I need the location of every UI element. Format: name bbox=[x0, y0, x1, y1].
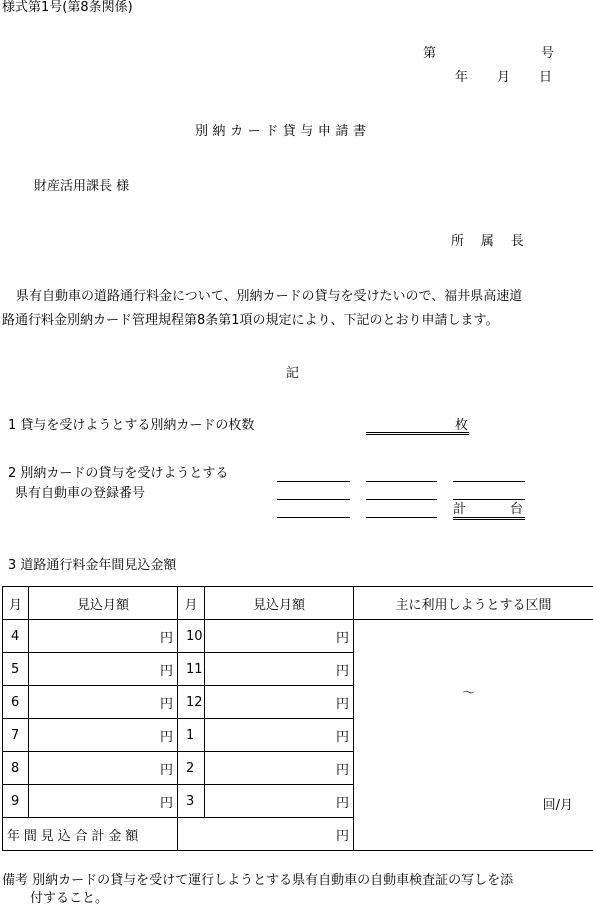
document-title: 別納カード貸与申請書 bbox=[195, 124, 371, 139]
registration-blank-4 bbox=[277, 499, 350, 500]
date-day: 日 bbox=[539, 70, 553, 85]
month-cell: 1 bbox=[178, 719, 205, 752]
col-header-month2: 月 bbox=[178, 587, 205, 620]
item2-label-line1: 2 別納カードの貸与を受けようとする bbox=[8, 466, 229, 481]
item2-total-line bbox=[453, 517, 525, 520]
item2-total-prefix: 計 bbox=[453, 502, 467, 517]
amount-cell[interactable]: 円 bbox=[29, 686, 178, 719]
total-label: 年間見込合計金額 bbox=[3, 818, 178, 851]
form-label: 様式第1号(第8条関係) bbox=[2, 0, 133, 15]
col-header-month: 月 bbox=[3, 587, 29, 620]
addressee: 財産活用課長 様 bbox=[34, 179, 130, 194]
amount-cell[interactable]: 円 bbox=[29, 752, 178, 785]
month-cell: 2 bbox=[178, 752, 205, 785]
month-cell: 3 bbox=[178, 785, 205, 818]
item3-label: 3 道路通行料金年間見込金額 bbox=[8, 558, 177, 573]
date-year: 年 bbox=[455, 70, 469, 85]
date-month: 月 bbox=[497, 70, 511, 85]
body-text-line1: 県有自動車の道路通行料金について、別納カードの貸与を受けたいので、福井県高速道 bbox=[16, 289, 523, 304]
month-cell: 11 bbox=[178, 653, 205, 686]
col-header-section: 主に利用しようとする区間 bbox=[354, 587, 593, 620]
item2-label-line2: 県有自動車の登録番号 bbox=[15, 486, 146, 501]
amount-cell[interactable]: 円 bbox=[29, 653, 178, 686]
registration-blank-7 bbox=[277, 517, 350, 518]
amount-cell[interactable]: 円 bbox=[205, 653, 354, 686]
month-cell: 5 bbox=[3, 653, 29, 686]
section-frequency: 回/月 bbox=[542, 798, 573, 813]
amount-cell[interactable]: 円 bbox=[205, 719, 354, 752]
ki-heading: 記 bbox=[286, 366, 300, 381]
registration-blank-2 bbox=[366, 481, 437, 482]
amount-cell[interactable]: 円 bbox=[205, 620, 354, 653]
amount-table bbox=[2, 586, 593, 851]
section-cell[interactable] bbox=[354, 620, 593, 851]
month-cell: 10 bbox=[178, 620, 205, 653]
item2-total-unit: 台 bbox=[510, 502, 524, 517]
item1-label: 1 貸与を受けようとする別納カードの枚数 bbox=[8, 418, 255, 433]
registration-blank-6 bbox=[453, 499, 525, 500]
registration-blank-1 bbox=[277, 481, 350, 482]
amount-cell[interactable]: 円 bbox=[29, 719, 178, 752]
amount-cell[interactable]: 円 bbox=[205, 686, 354, 719]
month-cell: 7 bbox=[3, 719, 29, 752]
month-cell: 4 bbox=[3, 620, 29, 653]
month-cell: 9 bbox=[3, 785, 29, 818]
col-header-amount2: 見込月額 bbox=[205, 587, 354, 620]
amount-cell[interactable]: 円 bbox=[205, 752, 354, 785]
remarks-line1: 備考 別納カードの貸与を受けて運行しようとする県有自動車の自動車検査証の写しを添 bbox=[2, 873, 514, 888]
registration-blank-5 bbox=[366, 499, 437, 500]
table-row bbox=[3, 620, 593, 653]
month-cell: 12 bbox=[178, 686, 205, 719]
registration-blank-3 bbox=[453, 481, 525, 482]
number-suffix: 号 bbox=[541, 46, 555, 61]
amount-cell[interactable]: 円 bbox=[205, 785, 354, 818]
month-cell: 8 bbox=[3, 752, 29, 785]
amount-cell[interactable]: 円 bbox=[29, 620, 178, 653]
month-cell: 6 bbox=[3, 686, 29, 719]
item1-blank-line bbox=[366, 432, 469, 435]
applicant-label: 所属長 bbox=[451, 234, 541, 249]
section-tilde: ～ bbox=[462, 686, 476, 701]
remarks-line2: 付すること。 bbox=[30, 891, 109, 906]
registration-blank-8 bbox=[366, 517, 437, 518]
body-text-line2: 路通行料金別納カード管理規程第8条第1項の規定により、下記のとおり申請します。 bbox=[2, 313, 499, 328]
col-header-amount: 見込月額 bbox=[29, 587, 178, 620]
total-amount-cell[interactable]: 円 bbox=[178, 818, 354, 851]
number-prefix: 第 bbox=[423, 46, 437, 61]
table-header-row bbox=[3, 587, 593, 620]
amount-cell[interactable]: 円 bbox=[29, 785, 178, 818]
item1-unit: 枚 bbox=[455, 418, 469, 433]
